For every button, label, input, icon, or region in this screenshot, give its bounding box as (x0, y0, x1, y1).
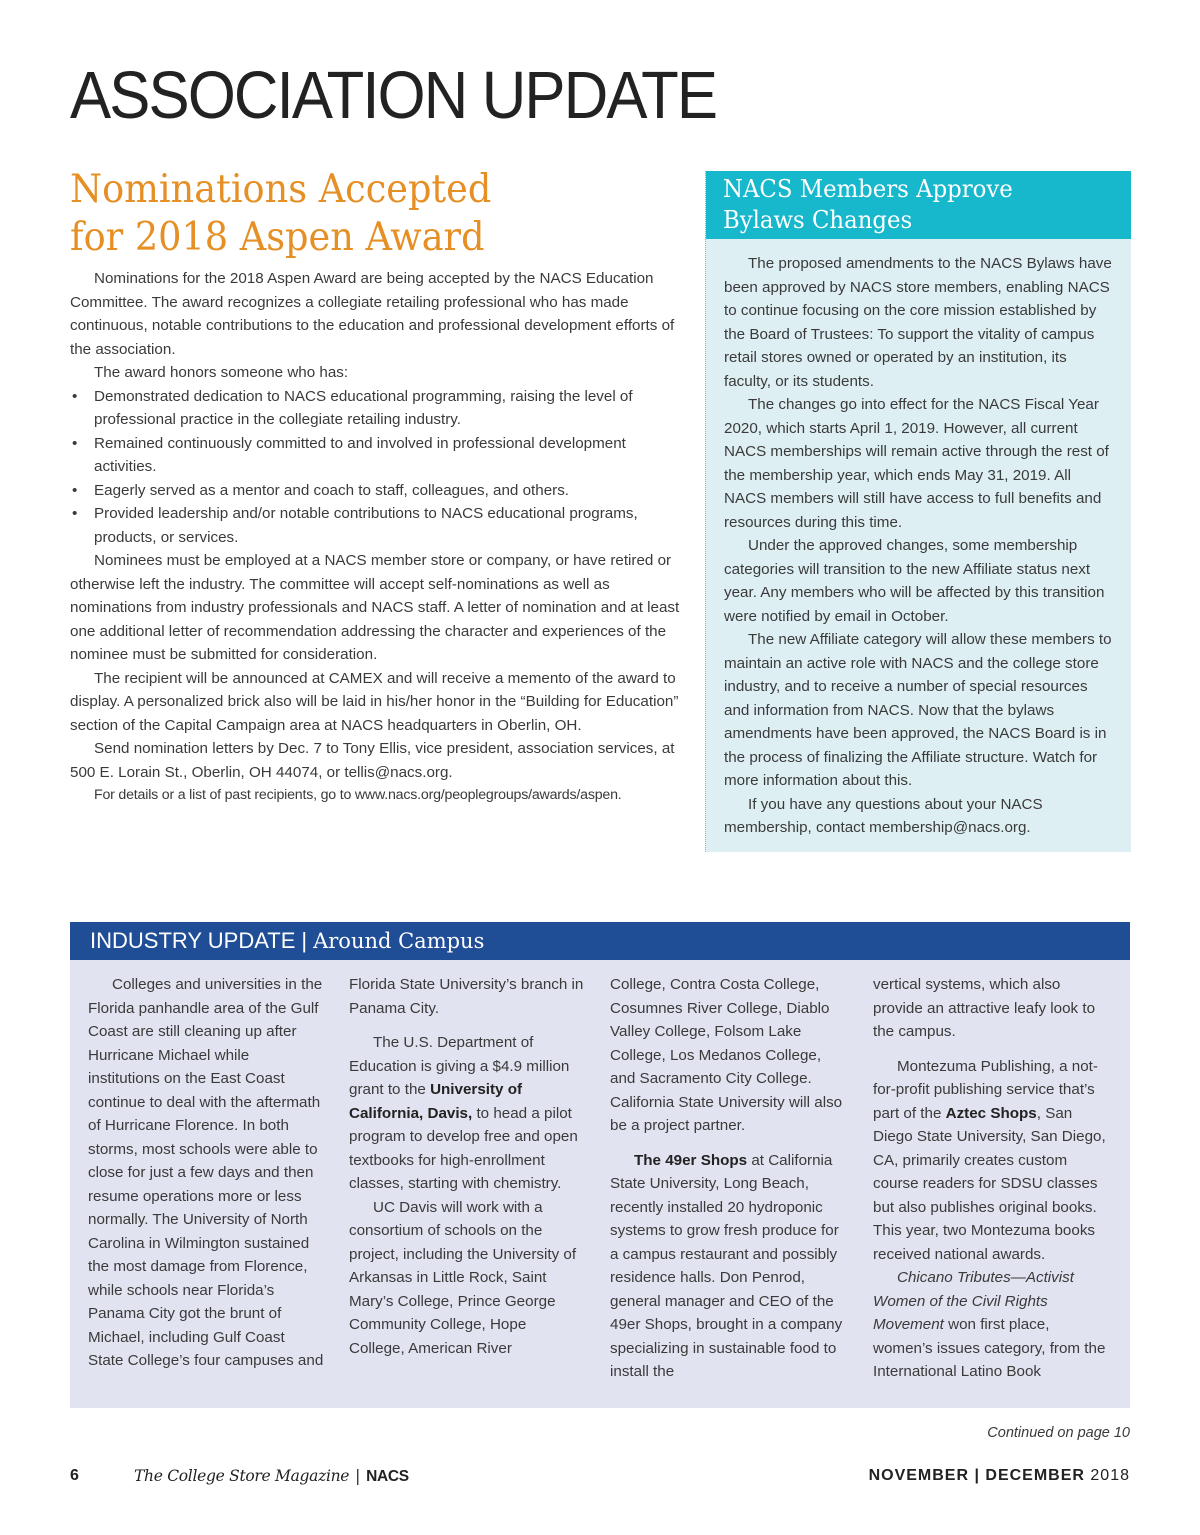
aspen-paragraph: The award honors someone who has: (94, 364, 349, 381)
page-title: ASSOCIATION UPDATE (70, 58, 717, 133)
aspen-paragraph: Nominees must be employed at a NACS member store or company, or have retired or otherwise left the industry. The committee will accept self-nominations as well as nominations from industry professionals and NACS staff. A letter of nomination and at least one additional letter of recommendation addressing the character and experiences of the nominee must be submitted for consideration. (70, 552, 680, 663)
industry-text: , San Diego State University, San Diego, CA, primarily creates custom course readers for SDSU classes but also publishes original books. This year, two Montezuma books received national awards. (873, 1104, 1106, 1263)
aspen-heading-line2: for 2018 Aspen Award (70, 215, 485, 260)
bylaws-heading (723, 174, 1111, 236)
industry-paragraph (873, 1055, 1109, 1267)
industry-paragraph: vertical systems, which also provide an attractive leafy look to the campus. (873, 976, 1096, 1040)
industry-column-2 (349, 973, 585, 1360)
industry-text: to head a pilot program to develop free and open textbooks for high-enrollment classes, starting with chemistry. (349, 1104, 578, 1192)
aspen-criteria-item: • Demonstrated dedication to NACS educational programming, raising the level of professional practice in the collegiate retailing industry. (70, 385, 682, 432)
industry-paragraph (349, 1031, 585, 1196)
industry-paragraph: UC Davis will work with a consortium of schools on the project, including the University of Arkansas in Little Rock, Saint Mary’s College, Prince George Community College, Hope College, American River (349, 1198, 577, 1357)
footer-org: NACS (366, 1468, 409, 1485)
continued-notice: Continued on page 10 (987, 1425, 1130, 1441)
industry-update-section (70, 922, 1130, 1408)
page-number: 6 (70, 1467, 79, 1484)
industry-header-separator: | (301, 928, 308, 953)
bylaws-header (706, 171, 1131, 239)
industry-paragraph: Colleges and universities in the Florida panhandle area of the Gulf Coast are still cleaning up after Hurricane Michael while institutions on the East Coast continue to deal with the aftermath of Hurricane Florence. In both storms, most schools were able to close for just a few days and then resume operations more or less normally. The University of North Carolina in Wilmington sustained the most damage from Florence, while schools near Florida’s Panama City got the brunt of Michael, including Gulf Coast State College’s four campuses and (88, 976, 324, 1369)
industry-bold-text: Aztec Shops (945, 1104, 1037, 1122)
industry-bold-text: University of California, Davis, (349, 1081, 523, 1122)
issue-year: 2018 (1090, 1467, 1130, 1484)
industry-update-header (70, 922, 1130, 960)
bylaws-heading-line1: NACS Members Approve (723, 175, 1013, 203)
aspen-heading-line1: Nominations Accepted (70, 167, 492, 212)
magazine-title: The College Store Magazine (134, 1467, 350, 1485)
industry-column-4 (873, 973, 1109, 1384)
issue-date (869, 1467, 1130, 1485)
aspen-criteria-item: • Provided leadership and/or notable contributions to NACS educational programs, products, or services. (70, 502, 682, 549)
aspen-criteria-item: • Eagerly served as a mentor and coach to staff, colleagues, and others. (70, 479, 682, 503)
bylaws-paragraph: The new Affiliate category will allow these members to maintain an active role with NACS and the college store industry, and to receive a number of special resources and information from NACS. Now that the bylaws amendments have been approved, the NACS Board is in the process of finalizing the Affiliate structure. Watch for more information about this. (724, 631, 1112, 789)
bylaws-body (706, 239, 1131, 840)
bylaws-paragraph: If you have any questions about your NACS membership, contact membership@nacs.org. (724, 795, 1043, 836)
aspen-paragraph: Nominations for the 2018 Aspen Award are being accepted by the NACS Education Committee. The award recognizes a collegiate retailing professional who has made continuous, notable contributions to the education and professional development efforts of the association. (70, 270, 675, 358)
issue-months: NOVEMBER | DECEMBER (868, 1467, 1085, 1484)
page-footer (70, 1467, 1130, 1491)
aspen-details-link-text: For details or a list of past recipients, go to www.nacs.org/peoplegroups/awards/aspen. (94, 787, 622, 803)
bylaws-heading-line2: Bylaws Changes (723, 206, 913, 234)
aspen-paragraph: The recipient will be announced at CAMEX and will receive a memento of the award to display. A personalized brick also will be laid in his/her honor in the “Building for Education” section of the Capital Campaign area at NACS headquarters in Oberlin, OH. (70, 669, 679, 734)
industry-text: at California State University, Long Beach, recently installed 20 hydroponic systems to grow fresh produce for a campus restaurant and possibly residence halls. Don Penrod, general manager and CEO of the 49er Shops, brought in a company specializing in sustainable food to install the (610, 1151, 843, 1380)
aspen-criteria-item: • Remained continuously committed to and involved in professional development activities. (70, 432, 682, 479)
industry-italic-text: Chicano Tributes—Activist Women of the Civil Rights Movement (873, 1269, 1074, 1333)
industry-column-1 (88, 973, 324, 1373)
magazine-name (134, 1467, 409, 1486)
aspen-article-body (70, 267, 682, 808)
bylaws-paragraph: The changes go into effect for the NACS Fiscal Year 2020, which starts April 1, 2019. However, all current NACS memberships will remain active through the rest of the membership year, which ends May 31, 2019. All NACS members will still have access to full benefits and resources during this time. (724, 396, 1109, 531)
bylaws-paragraph: Under the approved changes, some membership categories will transition to the new Affiliate status next year. Any members who will be affected by this transition were notified by email in October. (724, 537, 1105, 625)
aspen-criteria-list (70, 385, 682, 550)
footer-separator: | (355, 1467, 361, 1485)
industry-text: The U.S. Department of Education is giving a $4.9 million grant to the (349, 1034, 570, 1098)
industry-paragraph: Florida State University’s branch in Panama City. (349, 976, 584, 1017)
industry-bold-text: The 49er Shops (634, 1151, 748, 1169)
industry-header-title: INDUSTRY UPDATE (90, 928, 296, 953)
bylaws-paragraph: The proposed amendments to the NACS Bylaws have been approved by NACS store members, enabling NACS to continue focusing on the core mission established by the Board of Trustees: To support the vitality of campus retail stores owned or operated by an institution, its faculty, or its students. (724, 255, 1112, 390)
industry-paragraph (873, 1266, 1109, 1384)
industry-header-subtitle: Around Campus (313, 929, 485, 953)
industry-column-3 (610, 973, 846, 1384)
industry-paragraph: College, Contra Costa College, Cosumnes River College, Diablo Valley College, Folsom Lake College, Los Medanos College, and Sacramento City College. California State University will also be a project partner. (610, 976, 843, 1134)
aspen-heading (70, 166, 653, 262)
industry-text: Montezuma Publishing, a not-for-profit publishing service that’s part of the (873, 1057, 1098, 1122)
industry-paragraph (610, 1149, 846, 1384)
bylaws-sidebar (705, 171, 1131, 852)
industry-text: won first place, women’s issues category, from the International Latino Book (873, 1316, 1106, 1380)
aspen-paragraph: Send nomination letters by Dec. 7 to Tony Ellis, vice president, association services, at 500 E. Lorain St., Oberlin, OH 44074, or tellis@nacs.org. (70, 740, 675, 781)
